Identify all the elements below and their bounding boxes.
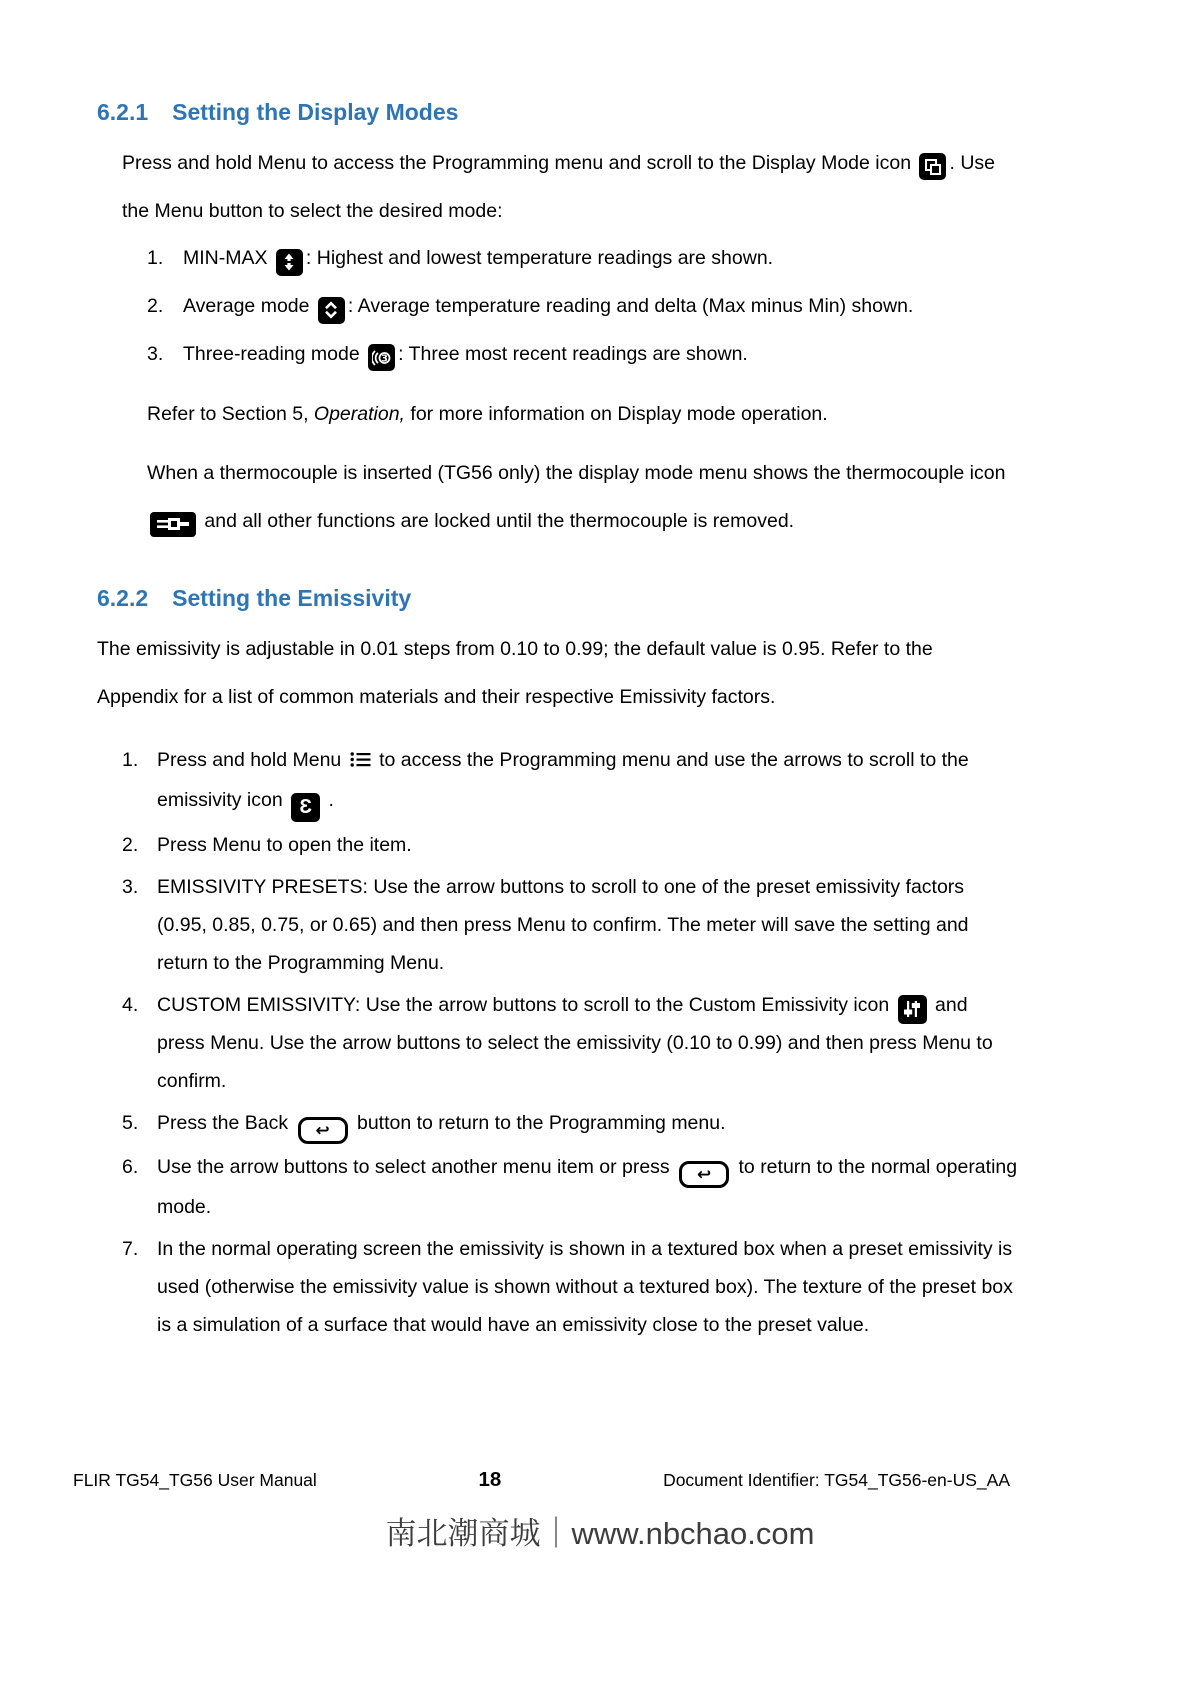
text-run: Press and hold Menu [157,749,347,772]
list-item-body [183,331,1105,379]
step-item-3 [122,868,1105,982]
section-heading-emissivity [97,584,1105,614]
average-mode-icon [318,297,345,324]
list-item-min-max [147,235,1105,283]
list-number: 2. [147,295,164,318]
text-run: for more information on Display mode operation. [404,402,828,425]
list-number: 4. [122,994,139,1017]
text-run: . Use the Menu button to select the desired mode: [122,151,995,222]
svg-text:3: 3 [380,353,388,365]
section-title: Setting the Emissivity [172,585,412,612]
back-arrow-glyph: ↩ [696,1165,712,1185]
list-number: 5. [122,1112,139,1135]
list-item-body [183,283,1105,331]
list-item-body: In the normal operating screen the emissivity is shown in a textured box when a preset emissivity is used (otherwise the emissivity value is shown without a textured box). The texture of the preset box is a simulation of a surface that would have an emissivity close to the preset value. [157,1238,1013,1337]
display-mode-icon [919,153,946,180]
section-heading-display-modes [97,98,1105,128]
list-item-body [157,1104,1019,1144]
list-number: 1. [147,247,164,270]
list-item-average [147,283,1105,331]
step-item-7 [122,1230,1105,1344]
step-item-4 [122,986,1105,1100]
text-run: to access the Programming menu and use the arrows to scroll to the emissivity icon [157,749,969,812]
refer-note [147,391,1105,439]
back-arrow-glyph: ↩ [315,1121,330,1141]
text-run: . [323,789,334,812]
step-item-6 [122,1148,1105,1226]
list-item-body: Press Menu to open the item. [157,833,412,856]
custom-emissivity-icon [898,995,927,1024]
step-item-5 [122,1104,1105,1144]
text-run-italic: Operation, [313,402,405,425]
min-max-icon [276,249,303,276]
step-item-2 [122,826,1105,864]
list-number: 1. [122,749,139,772]
text-run: Use the arrow buttons to select another menu item or press [157,1156,676,1179]
list-number: 3. [147,342,164,365]
text-run: : Three most recent readings are shown. [398,342,748,365]
watermark-site-link: 南北潮商城｜www.nbchao.com [385,1516,815,1551]
display-mode-list [147,235,1105,378]
list-number: 2. [122,833,139,856]
section-number: 6.2.2 [97,585,149,612]
text-run: MIN-MAX [183,247,273,270]
section-number: 6.2.1 [97,99,149,125]
text-run: When a thermocouple is inserted (TG56 only) the display mode menu shows the thermocouple icon [147,462,1006,485]
text-run: Press the Back [157,1112,294,1135]
three-reading-icon [368,344,395,371]
thermocouple-note [147,450,1007,546]
footer-document-identifier: Document Identifier: TG54_TG56-en-US_AA [663,1470,1010,1490]
list-item-body [157,1148,1019,1226]
text-run: Average mode [183,295,315,318]
emissivity-glyph: Ɛ [299,796,312,819]
thermocouple-icon [150,512,196,537]
page-footer [73,1468,1010,1492]
menu-icon [350,743,371,781]
emissivity-intro: The emissivity is adjustable in 0.01 steps from 0.10 to 0.99; the default value is 0.95. Refer to the Appendix for a list of common materials and their respective Emissivity factors. [97,637,933,708]
list-number: 3. [122,875,139,898]
list-number: 7. [122,1238,139,1261]
emissivity-icon [291,793,320,822]
section-title: Setting the Display Modes [172,99,459,125]
text-run: Refer to Section 5, [147,402,314,425]
text-run: to return to the normal operating mode. [157,1156,1018,1219]
list-item-body: EMISSIVITY PRESETS: Use the arrow buttons to scroll to one of the preset emissivity factors (0.95, 0.85, 0.75, or 0.65) and then press Menu to confirm. The meter will save the setting and return to the Programming Menu. [157,875,969,974]
text-run: : Highest and lowest temperature readings are shown. [305,247,774,270]
back-button-icon [298,1117,348,1144]
text-run: Press and hold Menu to access the Programming menu and scroll to the Display Mode icon [122,151,917,174]
text-run: button to return to the Programming menu. [351,1112,726,1135]
text-run: CUSTOM EMISSIVITY: Use the arrow buttons to scroll to the Custom Emissivity icon [157,994,895,1017]
list-number: 6. [122,1156,139,1179]
list-item-body [157,741,1019,822]
display-modes-intro [122,140,1007,236]
page-number: 18 [478,1468,502,1491]
text-run: and all other functions are locked until the thermocouple is removed. [199,510,795,533]
list-item-three-reading [147,331,1105,379]
footer-manual-title: FLIR TG54_TG56 User Manual [73,1470,317,1490]
step-item-1 [122,741,1105,822]
back-button-icon [679,1161,729,1188]
text-run: Three-reading mode [183,342,366,365]
text-run: and press Menu. Use the arrow buttons to select the emissivity (0.10 to 0.99) and then press Menu to confirm. [157,994,993,1093]
emissivity-steps-list [122,741,1105,1344]
list-item-body [183,235,1105,283]
list-item-body [157,986,1019,1100]
text-run: : Average temperature reading and delta (Max minus Min) shown. [347,295,914,318]
